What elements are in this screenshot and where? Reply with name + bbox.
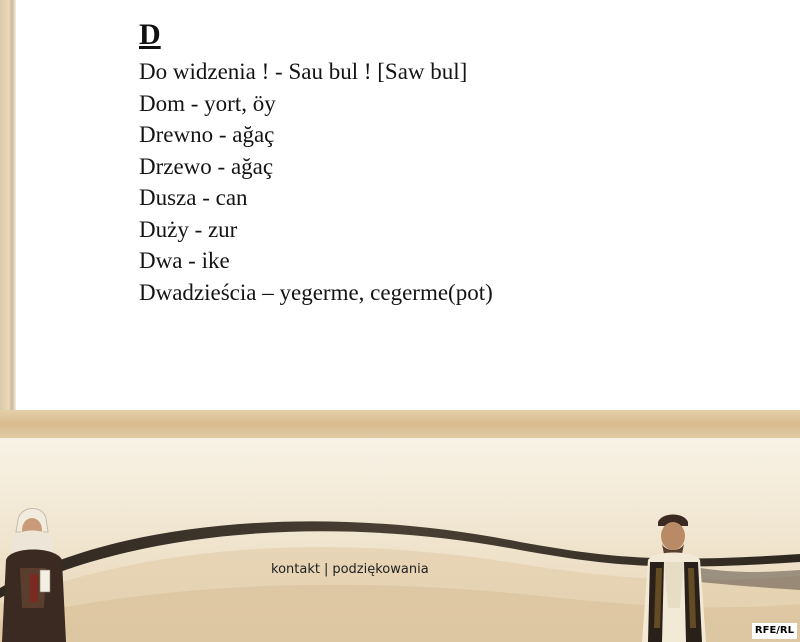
dictionary-entry: Duży - zur (139, 216, 238, 242)
man-in-skullcap-icon (636, 508, 716, 642)
dictionary-entry: Dwa - ike (139, 248, 230, 273)
dictionary-entry: Dusza - can (139, 185, 248, 210)
footer-nav (271, 562, 429, 577)
link-separator: | (323, 562, 329, 577)
thanks-link[interactable]: podziękowania (332, 562, 429, 577)
dictionary-letter-heading: D (139, 18, 161, 51)
dictionary-entry: Drzewo - ağaç (139, 153, 274, 179)
footer (0, 438, 800, 642)
left-decorative-strip (0, 0, 16, 410)
dictionary-entry: Dwadzieścia – yegerme, cegerme(pot) (139, 279, 493, 305)
contact-link[interactable]: kontakt (271, 562, 320, 577)
divider-band (0, 410, 800, 438)
person-in-headscarf-icon (0, 498, 72, 642)
rferl-watermark: RFE/RL (752, 623, 797, 639)
dictionary-entry: Do widzenia ! - Sau bul ! [Saw bul] (139, 59, 468, 84)
dictionary-entry-list (139, 56, 493, 308)
dictionary-entry: Dom - yort, öy (139, 90, 276, 116)
dictionary-entry: Drewno - ağaç (139, 122, 275, 147)
